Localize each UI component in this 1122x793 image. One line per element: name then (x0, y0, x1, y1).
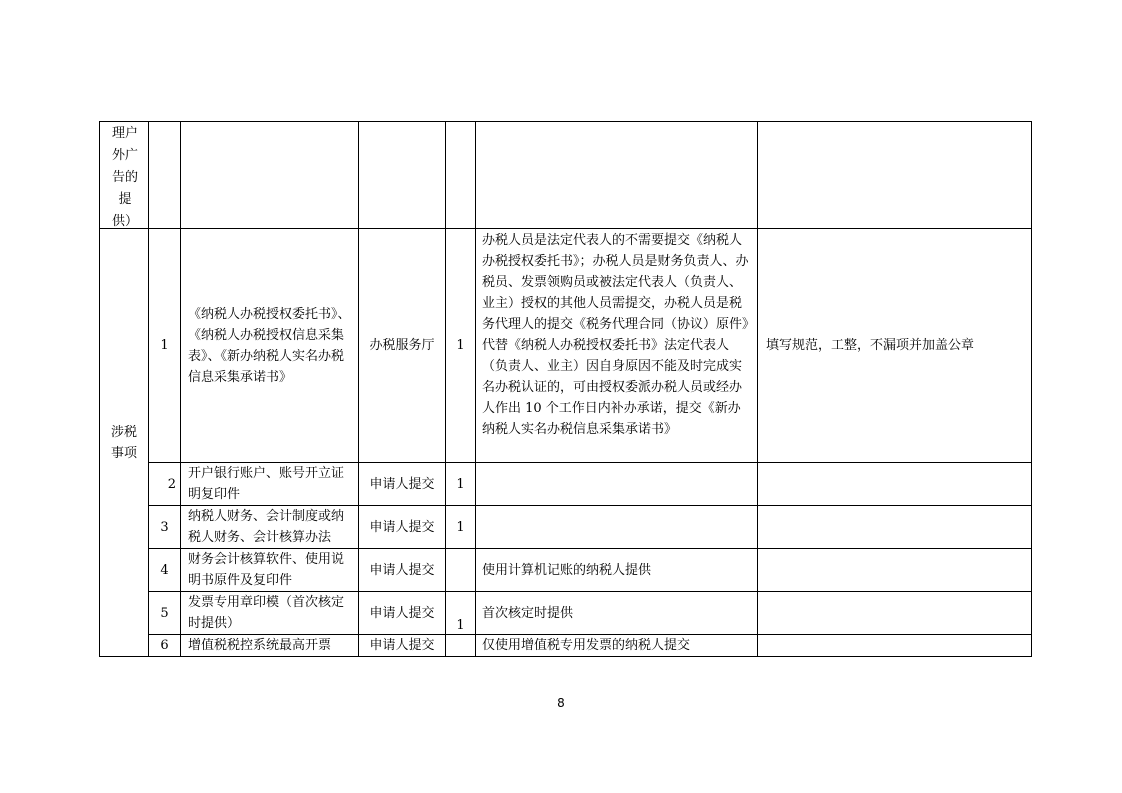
row-6-copies (446, 635, 475, 656)
page-number: 8 (557, 696, 565, 710)
row-3-material-text: 纳税人财务、会计制度或纳税人财务、会计核算办法 (188, 509, 345, 545)
row-3-no: 3 (160, 519, 169, 535)
row-1-source: 办税服务厅 (369, 338, 435, 353)
row-3-copies: 1 (456, 519, 465, 535)
table-rule (180, 121, 181, 657)
row-6-requirement (766, 635, 1028, 656)
table-rule (99, 656, 1032, 657)
row-2-requirement (766, 463, 1028, 505)
row-1-requirement: 填写规范，工整，不漏项并加盖公章 (766, 338, 975, 353)
row-2-notes (482, 463, 751, 505)
row-6-no: 6 (160, 638, 169, 653)
table-rule (475, 121, 476, 657)
table-rule (99, 121, 1032, 122)
table-rule (1031, 121, 1032, 657)
row-1-material-text: 《纳税人办税授权委托书》、《纳税人办税授权信息采集表》、《新办纳税人实名办税信息采集承诺书》 (188, 306, 351, 385)
row-5-notes: 首次核定时提供 (482, 605, 574, 621)
row-5-requirement (766, 592, 1028, 634)
row-6-notes: 仅使用增值税专用发票的纳税人提交 (482, 638, 691, 653)
row-1-no: 1 (160, 338, 169, 353)
row-5-copies: 1 (456, 617, 465, 633)
tax-category-label (100, 229, 148, 656)
row-4-no: 4 (160, 562, 169, 578)
row-2-no: 2 (167, 476, 176, 492)
row-2-source: 申请人提交 (369, 476, 435, 492)
row-3-source: 申请人提交 (369, 519, 435, 535)
continued-category-text: 理户 外广 告的 提 供） (111, 126, 138, 229)
row-2-copies: 1 (456, 476, 465, 492)
row-4-requirement (766, 549, 1028, 591)
row-5-material (188, 592, 354, 634)
row-6-material-text: 增值税税控系统最高开票 (188, 638, 332, 653)
row-3-notes (482, 506, 751, 548)
row-1-material (188, 229, 354, 462)
row-5-no: 5 (160, 605, 169, 621)
row-1-notes: 办税人员是法定代表人的不需要提交《纳税人办税授权委托书》；办税人员是财务负责人、办税员、发票领购员或被法定代表人（负责人、业主）授权的其他人员需提交，办税人员是税务代理人的提交《税务代理合同（协议）原件》代替《纳税人办税授权委托书》法定代表人（负责人、业主）因自身原因不能及时完成实名办税认证的，可由授权委派办税人员或经办人作出 10 个工作日内补办承诺，提交《新办纳税人实名办税信息采集承诺书》 (482, 233, 749, 437)
table-rule (757, 121, 758, 657)
row-6-source: 申请人提交 (369, 638, 435, 653)
row-6-material (188, 635, 354, 656)
row-4-source: 申请人提交 (369, 562, 435, 578)
row-4-notes: 使用计算机记账的纳税人提供 (482, 562, 652, 578)
row-5-material-text: 发票专用章印模（首次核定时提供） (188, 595, 345, 631)
row-4-copies (446, 549, 475, 591)
row-3-material (188, 506, 354, 548)
row-5-source: 申请人提交 (369, 605, 435, 621)
row-2-material (188, 463, 354, 505)
row-1-copies: 1 (456, 338, 465, 353)
row-3-requirement (766, 506, 1028, 548)
row-2-material-text: 开户银行账户、账号开立证明复印件 (188, 466, 345, 502)
row-4-material-text: 财务会计核算软件、使用说明书原件及复印件 (188, 552, 345, 588)
row-4-material (188, 549, 354, 591)
tax-category-text: 涉税 事项 (110, 424, 137, 461)
